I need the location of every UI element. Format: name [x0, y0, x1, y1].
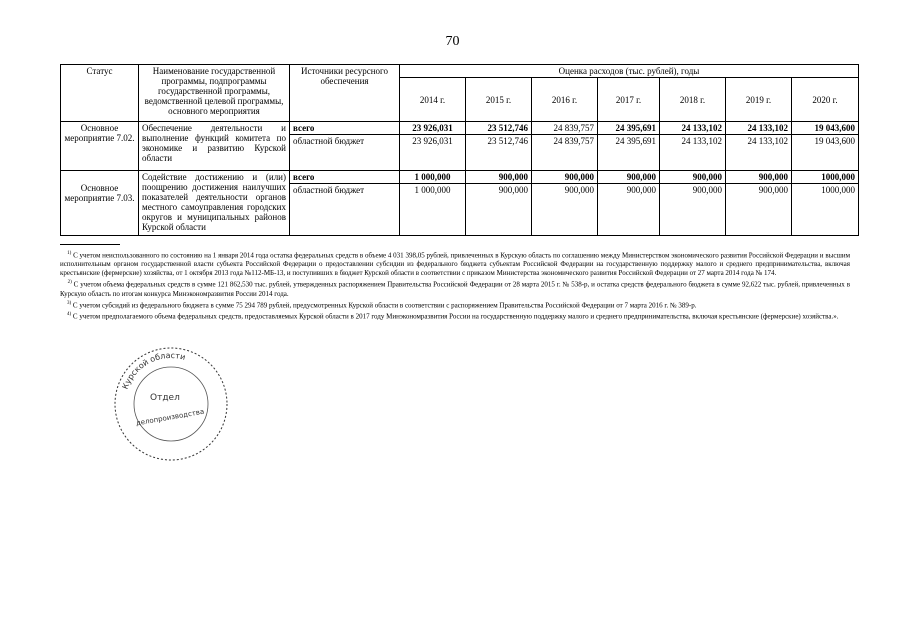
value-cell: 23 926,031: [400, 122, 466, 135]
value-cell: 1 000,000: [400, 171, 466, 184]
footnote: [60, 278, 850, 298]
row-source-regional: областной бюджет: [290, 184, 400, 236]
header-status: Статус: [61, 65, 139, 122]
value-cell: 19 043,600: [792, 122, 859, 135]
footnote-divider: [60, 244, 120, 245]
footnote-text: С учетом субсидий из федерального бюджета в сумме 75 294 789 рублей, предусмотренных Курской области в соответствии с распоряжением Правительства Российской Федерации от 7 марта 2016 г. № 389-р.: [72, 300, 697, 309]
header-year-2014: 2014 г.: [400, 78, 466, 122]
stamp-inner-ring: [134, 367, 208, 441]
header-year-2016: 2016 г.: [532, 78, 598, 122]
value-cell: 900,000: [726, 184, 792, 236]
row-status: Основное мероприятие 7.02.: [61, 122, 139, 171]
value-cell: 24 133,102: [660, 135, 726, 171]
footnote: [60, 310, 850, 321]
value-cell: 900,000: [598, 171, 660, 184]
row-name: Обеспечение деятельности и выполнение функций комитета по экономике и развитию Курской области: [139, 122, 290, 171]
footnote-text: С учетом предполагаемого объема федеральных средств, предоставляемых Курской области в 2017 году Минэкономразвития России на государственную поддержку малого и среднего предпринимательства, включая крестьянские (фермерские) хозяйства.».: [72, 312, 839, 321]
value-cell: 23 512,746: [466, 135, 532, 171]
stamp-line: делопроизводства: [135, 407, 205, 428]
value-cell: 1000,000: [792, 184, 859, 236]
row-status: Основное мероприятие 7.03.: [61, 171, 139, 236]
header-year-2019: 2019 г.: [726, 78, 792, 122]
header-year-2015: 2015 г.: [466, 78, 532, 122]
header-name: Наименование государственной программы, подпрограммы государственной программы, ведомственной целевой программы, основного мероприятия: [139, 65, 290, 122]
row-source-total: всего: [290, 122, 400, 135]
header-year-2018: 2018 г.: [660, 78, 726, 122]
value-cell: 24 133,102: [726, 122, 792, 135]
footnote: [60, 249, 850, 278]
header-year-2017: 2017 г.: [598, 78, 660, 122]
value-cell: 900,000: [660, 184, 726, 236]
office-stamp-icon: [112, 345, 230, 463]
value-cell: 23 512,746: [466, 122, 532, 135]
row-source-regional: областной бюджет: [290, 135, 400, 171]
header-row-1: [61, 65, 859, 78]
value-cell: 900,000: [660, 171, 726, 184]
stamp-outer-ring: [115, 348, 227, 460]
footnote-mark: 1): [67, 251, 72, 256]
footnote-text: С учетом объема федеральных средств в сумме 121 862,530 тыс. рублей, утвержденных распоряжением Правительства Российской Федерации от 28 марта 2015 г. № 538-р, и остатка средств федерального бюджета в сумме 92,622 тыс. рублей, привлеченных в Курскую область по итогам конкурса Минэкономразвития России 2014 года.: [60, 280, 851, 298]
value-cell: 900,000: [466, 171, 532, 184]
page-number: 70: [445, 34, 460, 49]
budget-table: [60, 64, 859, 236]
value-cell: 24 133,102: [660, 122, 726, 135]
footnote-mark: 4): [67, 311, 72, 317]
header-estimate: Оценка расходов (тыс. рублей), годы: [400, 65, 859, 78]
row-name: Содействие достижению и (или) поощрению достижения наилучших показателей деятельности органов местного самоуправления городских округов и муниципальных районов Курской области: [139, 171, 290, 236]
footnote-mark: 2): [67, 280, 72, 286]
value-cell: 24 395,691: [598, 135, 660, 171]
footnote: [60, 299, 850, 310]
header-source: Источники ресурсного обеспечения: [290, 65, 400, 122]
stamp-line: Отдел: [150, 393, 180, 403]
row-source-total: всего: [290, 171, 400, 184]
value-cell: 900,000: [598, 184, 660, 236]
table-row: [61, 171, 859, 184]
value-cell: 24 395,691: [598, 122, 660, 135]
value-cell: 900,000: [532, 171, 598, 184]
value-cell: 900,000: [726, 171, 792, 184]
value-cell: 24 133,102: [726, 135, 792, 171]
value-cell: 19 043,600: [792, 135, 859, 171]
value-cell: 23 926,031: [400, 135, 466, 171]
value-cell: 900,000: [532, 184, 598, 236]
footnotes: [60, 249, 850, 321]
value-cell: 1 000,000: [400, 184, 466, 236]
value-cell: 1000,000: [792, 171, 859, 184]
value-cell: 24 839,757: [532, 122, 598, 135]
footnote-mark: 3): [67, 300, 72, 306]
footnote-text: С учетом неиспользованного по состоянию на 1 января 2014 года остатка федеральных средств в объеме 4 031 398,05 рублей, привлеченных в Курскую область по соглашению между Министерством экономического развития Российской Федерации и высшим исполнительным органом государственной власти субъекта Российской Федерации о предоставлении субсидии из федерального бюджета субъектам Российской Федерации на государственную поддержку малого и среднего предпринимательства, включая крестьянские (фермерские) хозяйства, от 1 октября 2013 года №112-МБ-13, и поступивших в бюджет Курской области в соответствии с приказом Министерства экономического развития Российской Федерации от 27 марта 2014 года № 174.: [60, 251, 851, 278]
value-cell: 24 839,757: [532, 135, 598, 171]
header-year-2020: 2020 г.: [792, 78, 859, 122]
stamp-ring-text: Курской области: [120, 350, 187, 391]
table-row: [61, 122, 859, 135]
value-cell: 900,000: [466, 184, 532, 236]
